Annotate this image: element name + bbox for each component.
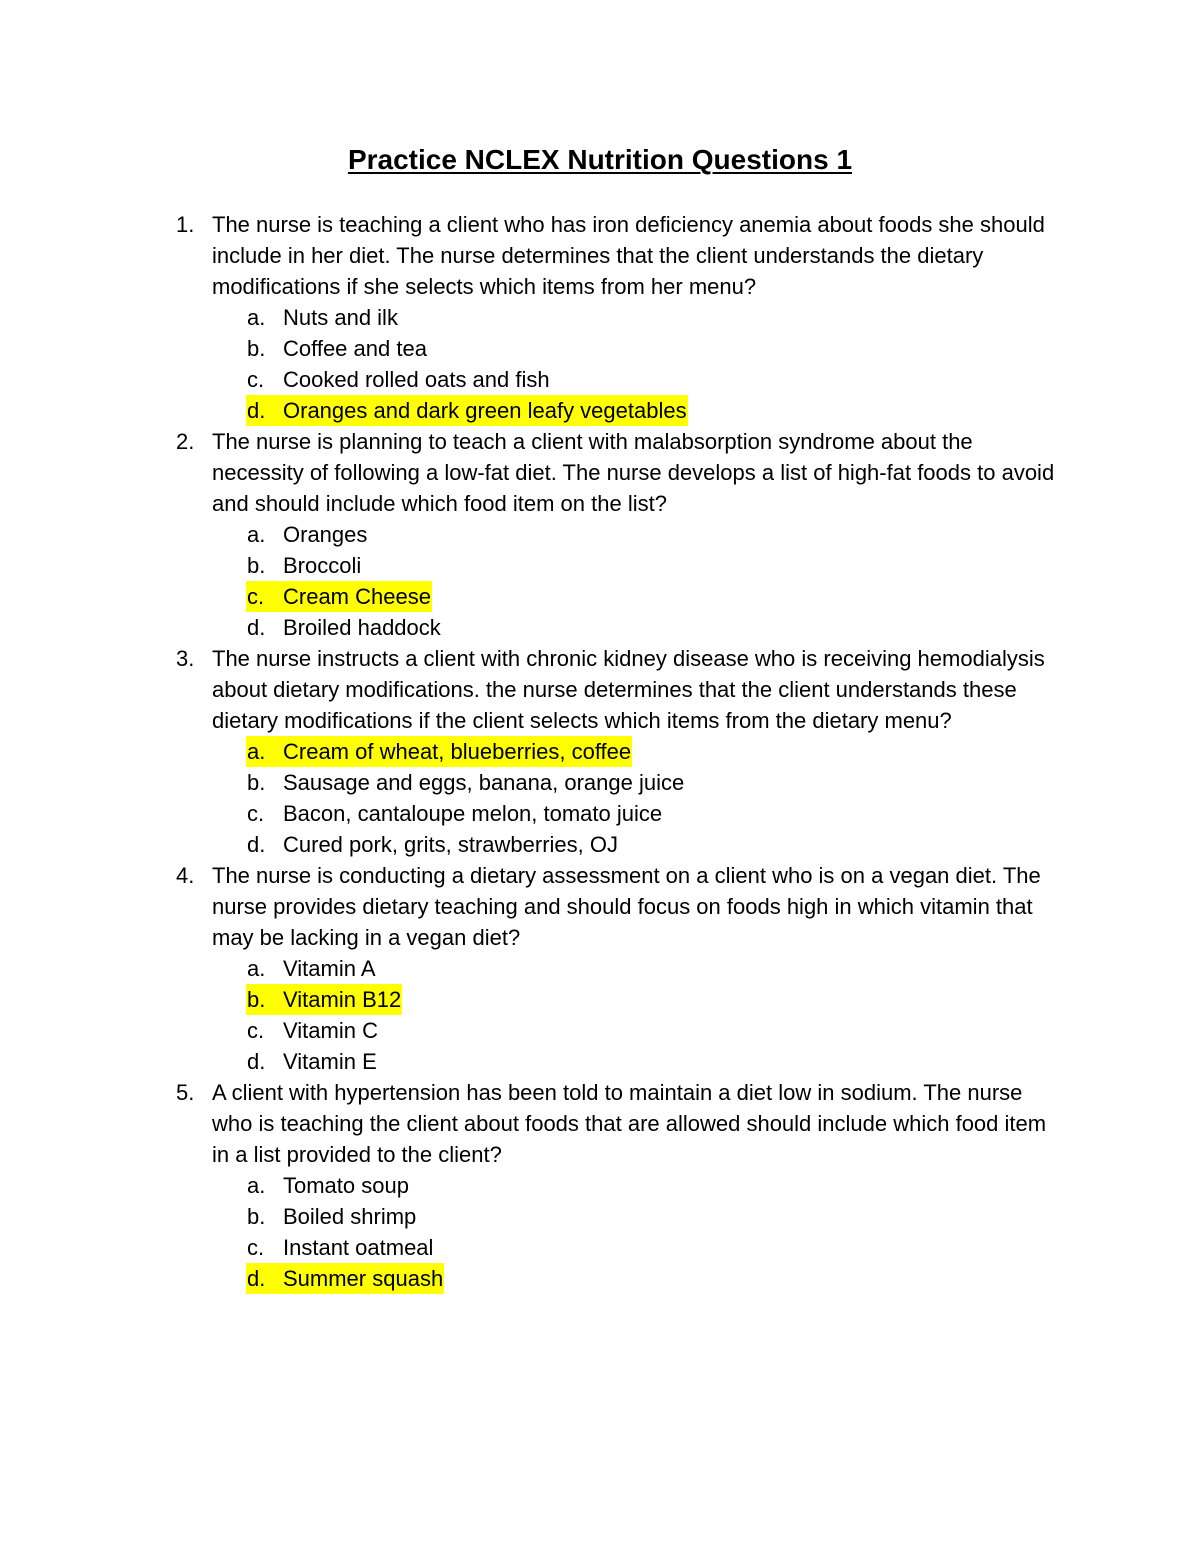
page-title: Practice NCLEX Nutrition Questions 1 [347, 144, 853, 175]
answer-option-content [246, 1046, 378, 1077]
option-text: Vitamin B12 [283, 987, 402, 1012]
answer-options [0, 1170, 1200, 1294]
answer-options [0, 519, 1200, 643]
option-letter: c. [247, 801, 265, 826]
answer-options [0, 736, 1200, 860]
option-letter: c. [247, 1235, 265, 1260]
answer-option [0, 953, 1200, 984]
answer-option-content [246, 364, 551, 395]
option-text: Vitamin E [283, 1049, 377, 1074]
answer-option-content [246, 550, 362, 581]
option-letter: a. [247, 739, 266, 764]
answer-option-content [246, 1015, 379, 1046]
option-letter: b. [247, 770, 266, 795]
answer-option-content [246, 1170, 410, 1201]
option-letter: b. [247, 1204, 266, 1229]
option-letter: d. [247, 1049, 266, 1074]
answer-option [0, 798, 1200, 829]
option-letter: a. [247, 522, 266, 547]
option-text: Boiled shrimp [283, 1204, 417, 1229]
answer-option-content-highlighted [246, 395, 688, 426]
answer-option [0, 1015, 1200, 1046]
option-letter: b. [247, 553, 266, 578]
question-number: 2. [176, 429, 195, 454]
option-letter: d. [247, 615, 266, 640]
answer-option-content [246, 612, 442, 643]
answer-option [0, 550, 1200, 581]
answer-option-content [246, 798, 663, 829]
question-item [0, 1077, 1200, 1294]
answer-option [0, 1263, 1200, 1294]
answer-option-content [246, 302, 399, 333]
answer-option [0, 767, 1200, 798]
option-text: Bacon, cantaloupe melon, tomato juice [283, 801, 663, 826]
answer-option-content [246, 1232, 434, 1263]
option-text: Summer squash [283, 1266, 444, 1291]
option-text: Oranges [283, 522, 368, 547]
answer-option [0, 1170, 1200, 1201]
option-text: Vitamin C [283, 1018, 378, 1043]
option-letter: b. [247, 336, 266, 361]
question-list [0, 209, 1200, 1294]
question-number: 3. [176, 646, 195, 671]
option-text: Coffee and tea [283, 336, 427, 361]
option-text: Broccoli [283, 553, 362, 578]
option-letter: d. [247, 1266, 266, 1291]
option-text: Cured pork, grits, strawberries, OJ [283, 832, 618, 857]
answer-option [0, 581, 1200, 612]
answer-option [0, 1232, 1200, 1263]
answer-option [0, 612, 1200, 643]
answer-option-content [246, 1201, 417, 1232]
answer-option-content-highlighted [246, 1263, 444, 1294]
answer-option [0, 364, 1200, 395]
question-text: The nurse instructs a client with chronic kidney disease who is receiving hemodialysis about dietary modifications. the nurse determines that the client understands these dietary modifications if the client selects which items from the dietary menu? [212, 646, 1045, 733]
answer-option [0, 736, 1200, 767]
option-text: Cream of wheat, blueberries, coffee [283, 739, 632, 764]
option-text: Broiled haddock [283, 615, 441, 640]
option-text: Tomato soup [283, 1173, 409, 1198]
option-text: Instant oatmeal [283, 1235, 434, 1260]
question-number: 5. [176, 1080, 195, 1105]
option-text: Cooked rolled oats and fish [283, 367, 550, 392]
answer-option-content [246, 953, 377, 984]
answer-option [0, 302, 1200, 333]
option-text: Sausage and eggs, banana, orange juice [283, 770, 685, 795]
answer-option [0, 984, 1200, 1015]
answer-options [0, 302, 1200, 426]
question-number: 1. [176, 212, 195, 237]
question-number: 4. [176, 863, 195, 888]
option-letter: d. [247, 398, 266, 423]
option-text: Vitamin A [283, 956, 376, 981]
option-text: Cream Cheese [283, 584, 431, 609]
answer-option [0, 395, 1200, 426]
question-item [0, 643, 1200, 860]
question-text: A client with hypertension has been told to maintain a diet low in sodium. The nurse who is teaching the client about foods that are allowed should include which food item in a list provided to the client? [212, 1080, 1047, 1167]
option-text: Oranges and dark green leafy vegetables [283, 398, 687, 423]
option-letter: d. [247, 832, 266, 857]
option-text: Nuts and ilk [283, 305, 398, 330]
option-letter: b. [247, 987, 266, 1012]
answer-option-content [246, 767, 685, 798]
answer-options [0, 953, 1200, 1077]
option-letter: c. [247, 1018, 265, 1043]
question-text: The nurse is planning to teach a client with malabsorption syndrome about the necessity of following a low-fat diet. The nurse develops a list of high-fat foods to avoid and should include which food item on the list? [212, 429, 1055, 516]
answer-option-content-highlighted [246, 984, 402, 1015]
answer-option [0, 1046, 1200, 1077]
question-item [0, 860, 1200, 1077]
option-letter: a. [247, 305, 266, 330]
question-text: The nurse is teaching a client who has iron deficiency anemia about foods she should include in her diet. The nurse determines that the client understands the dietary modifications if she selects which items from her menu? [212, 212, 1045, 299]
option-letter: c. [247, 367, 265, 392]
answer-option-content [246, 519, 368, 550]
option-letter: a. [247, 1173, 266, 1198]
answer-option-content-highlighted [246, 581, 432, 612]
question-item [0, 426, 1200, 643]
answer-option [0, 519, 1200, 550]
answer-option [0, 333, 1200, 364]
option-letter: a. [247, 956, 266, 981]
answer-option-content-highlighted [246, 736, 632, 767]
answer-option-content [246, 333, 428, 364]
question-text: The nurse is conducting a dietary assessment on a client who is on a vegan diet. The nurse provides dietary teaching and should focus on foods high in which vitamin that may be lacking in a vegan diet? [212, 863, 1041, 950]
answer-option [0, 829, 1200, 860]
answer-option [0, 1201, 1200, 1232]
answer-option-content [246, 829, 619, 860]
option-letter: c. [247, 584, 265, 609]
question-item [0, 209, 1200, 426]
